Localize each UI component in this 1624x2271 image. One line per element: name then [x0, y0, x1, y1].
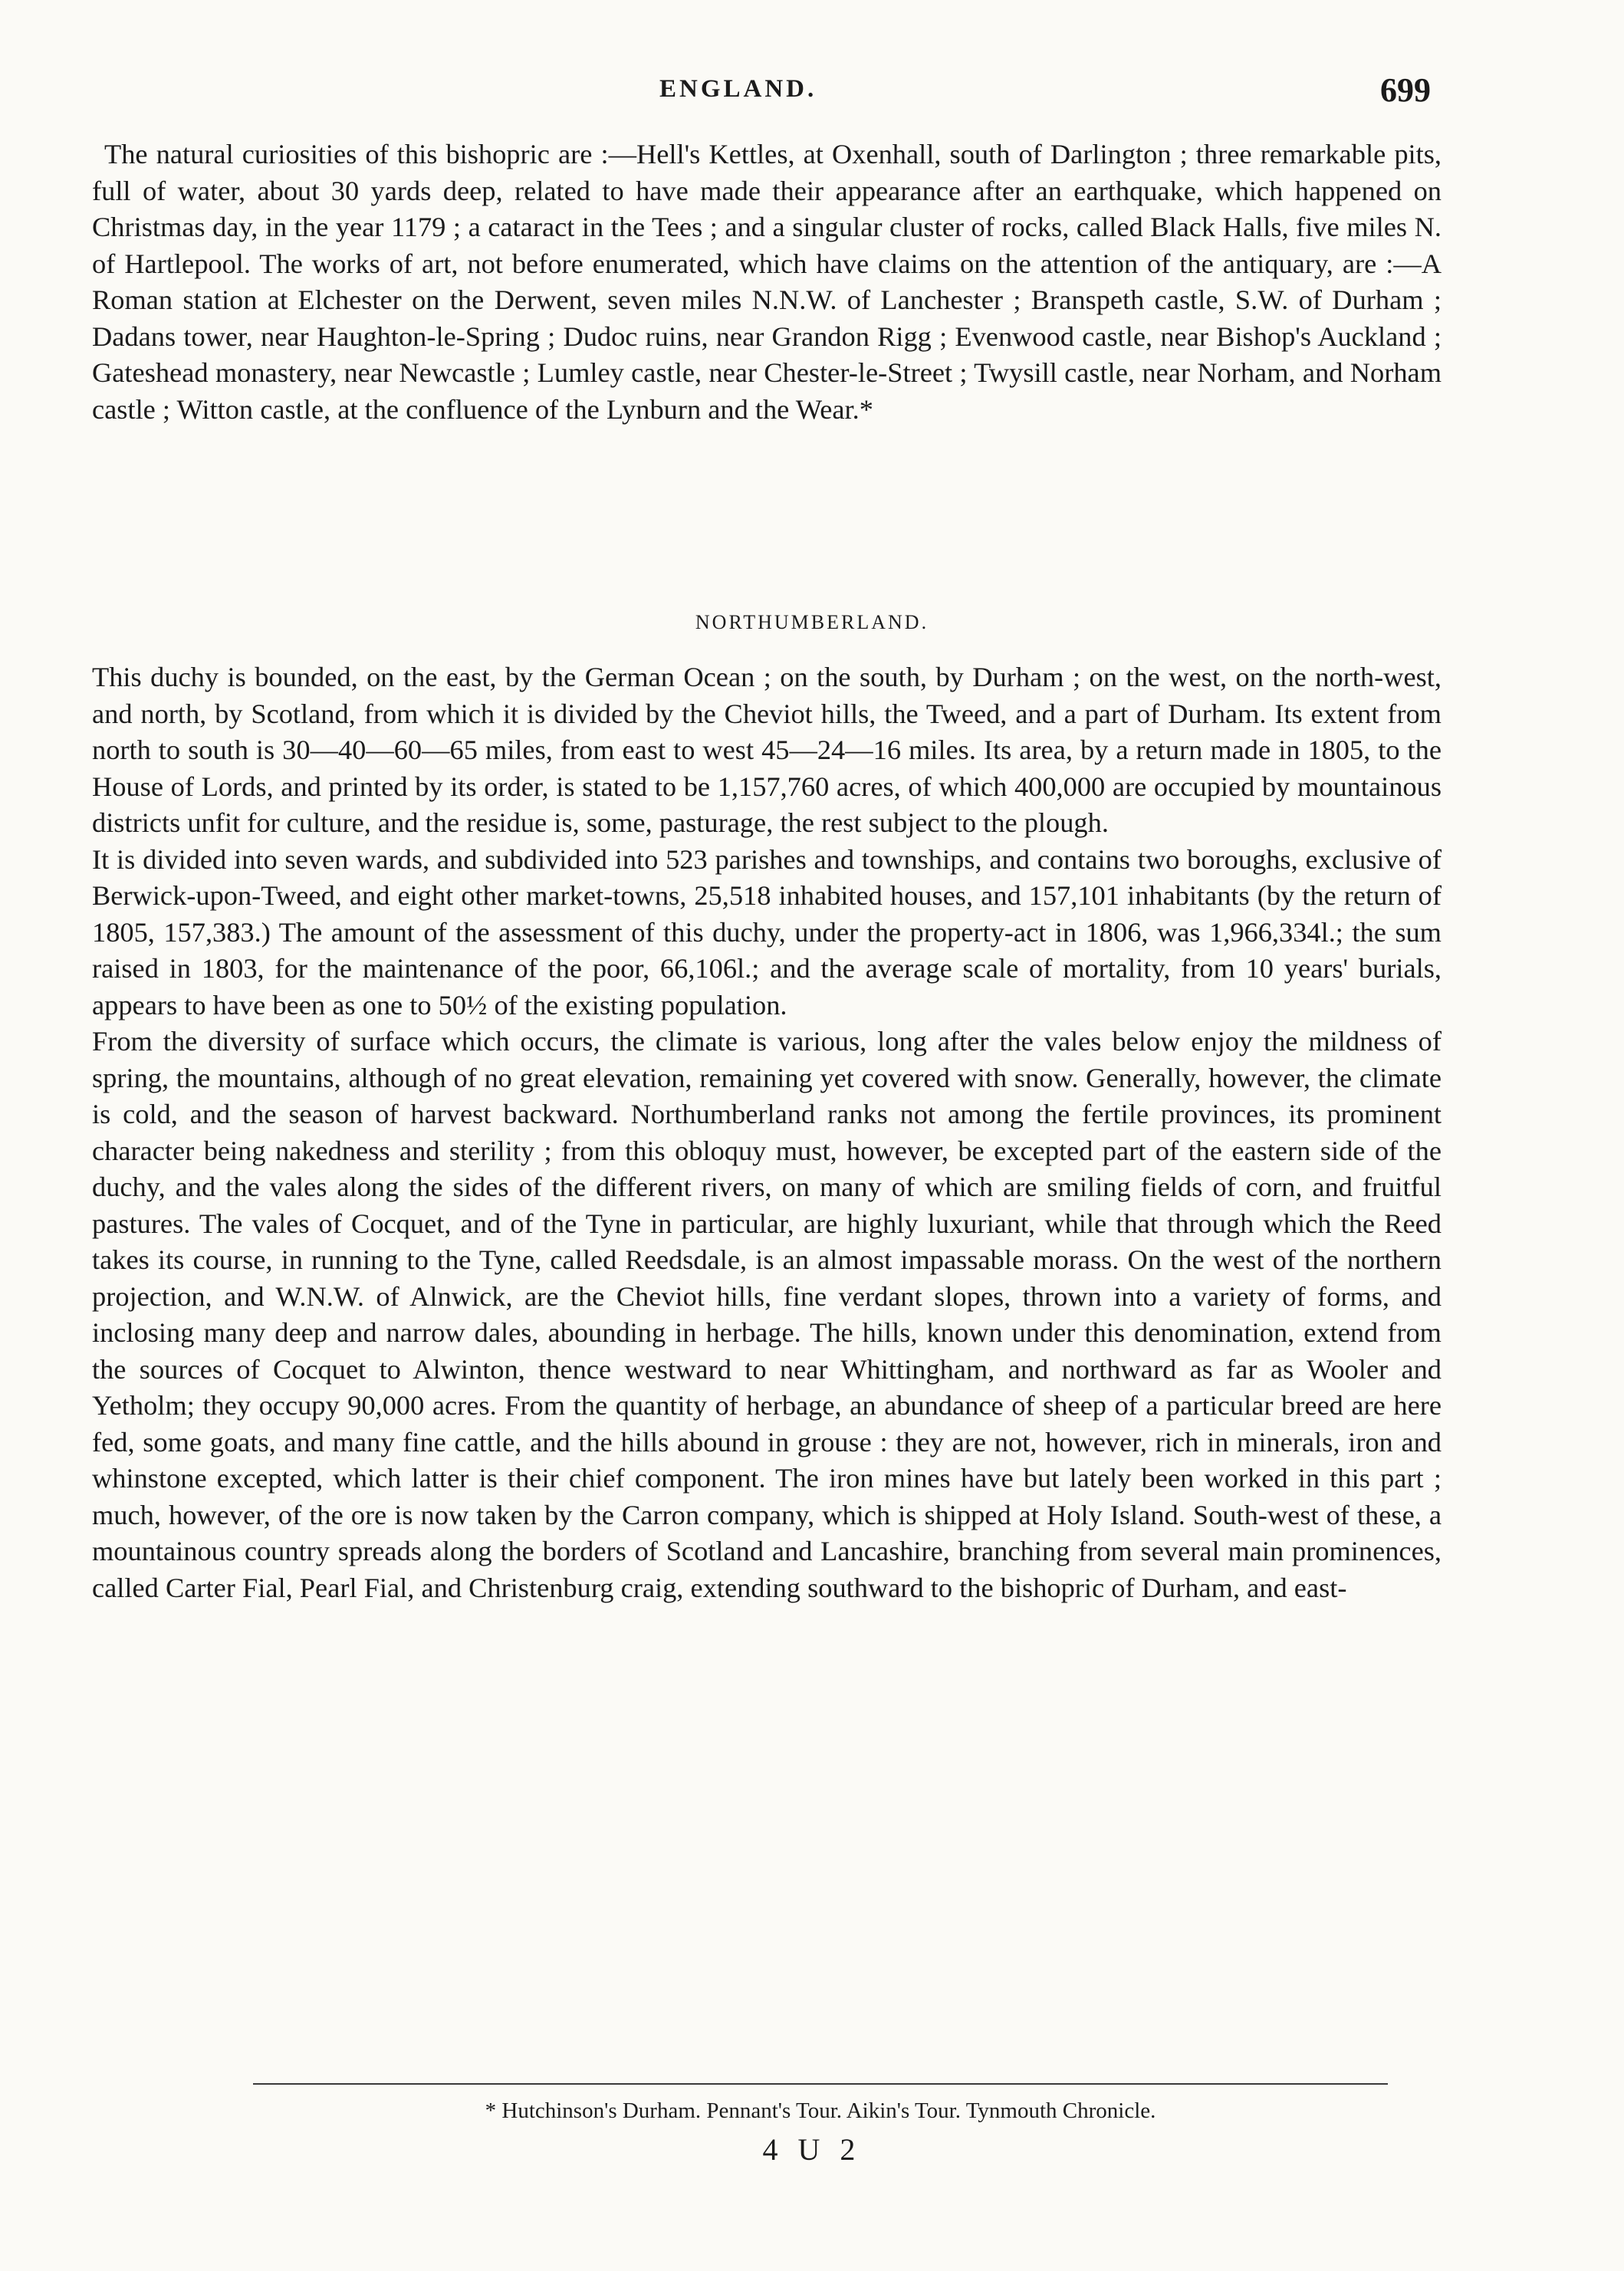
section-heading-northumberland: NORTHUMBERLAND. [695, 611, 929, 633]
paragraph: This duchy is bounded, on the east, by the German Ocean ; on the south, by Durham ; on the west, on the north-west, and north, by Scotland, from which it is divided by the Cheviot hills, the Tweed, and a part of Durham. Its extent from north to south is 30—40—60—65 miles, from east to west 45—24—16 miles. Its area, by a return made in 1805, to the House of Lords, and printed by its order, is stated to be 1,157,760 acres, of which 400,000 are occupied by mountainous districts unfit for culture, and the residue is, some, pasturage, the rest subject to the plough. [92, 662, 1442, 838]
running-title: ENGLAND. [659, 75, 817, 103]
northumberland-text [92, 659, 1442, 1606]
paragraph: From the diversity of surface which occurs, the climate is various, long after the vales below enjoy the mildness of spring, the mountains, although of no great elevation, remaining yet covered with snow. Generally, however, the climate is cold, and the season of harvest backward. Northumberland ranks not among the fertile provinces, its prominent character being nakedness and sterility ; from this obloquy must, however, be excepted part of the eastern side of the duchy, and the vales along the sides of the different rivers, on many of which are smiling fields of corn, and fruitful pastures. The vales of Cocquet, and of the Tyne in particular, are highly luxuriant, while that through which the Reed takes its course, in running to the Tyne, called Reedsdale, is an almost impassable morass. On the west of the northern projection, and W.N.W. of Alnwick, are the Cheviot hills, fine verdant slopes, thrown into a variety of forms, and inclosing many deep and narrow dales, abounding in herbage. The hills, known under this denomination, extend from the sources of Cocquet to Alwinton, thence westward to near Whittingham, and northward as far as Wooler and Yetholm; they occupy 90,000 acres. From the quantity of herbage, an abundance of sheep of a particular breed are here fed, some goats, and many fine cattle, and the hills abound in grouse : they are not, however, rich in minerals, iron and whinstone excepted, which latter is their chief component. The iron mines have but lately been worked in this part ; much, however, of the ore is now taken by the Carron company, which is shipped at Holy Island. South-west of these, a mountainous country spreads along the borders of Scotland and Lancashire, branching from several main prominences, called Carter Fial, Pearl Fial, and Christenburg craig, extending southward to the bishopric of Durham, and east- [92, 1026, 1442, 1603]
signature-mark: 4 U 2 [762, 2132, 862, 2167]
durham-curiosities-text [92, 136, 1442, 428]
paragraph: It is divided into seven wards, and subdivided into 523 parishes and townships, and contains two boroughs, exclusive of Berwick-upon-Tweed, and eight other market-towns, 25,518 inhabited houses, and 157,101 inhabitants (by the return of 1805, 157,383.) The amount of the assessment of this duchy, under the property-act in 1806, was 1,966,334l.; the sum raised in 1803, for the maintenance of the poor, 66,106l.; and the average scale of mortality, from 10 years' burials, appears to have been as one to 50½ of the existing population. [92, 843, 1442, 1020]
page-number: 699 [1380, 71, 1431, 109]
footnote-divider [253, 2083, 1388, 2085]
running-head [0, 71, 1624, 117]
paragraph: The natural curiosities of this bishopric are :—Hell's Kettles, at Oxenhall, south of Darlington ; three remarkable pits, full of water, about 30 yards deep, related to have made their appearance after an earthquake, which happened on Christmas day, in the year 1179 ; a cataract in the Tees ; and a singular cluster of rocks, called Black Halls, five miles N. of Hartlepool. The works of art, not before enumerated, which have claims on the attention of the antiquary, are :—A Roman station at Elchester on the Derwent, seven miles N.N.W. of Lanchester ; Branspeth castle, S.W. of Durham ; Dadans tower, near Haughton-le-Spring ; Dudoc ruins, near Grandon Rigg ; Evenwood castle, near Bishop's Auckland ; Gateshead monastery, near Newcastle ; Lumley castle, near Chester-le-Street ; Twysill castle, near Norham, and Norham castle ; Witton castle, at the confluence of the Lynburn and the Wear.* [92, 139, 1442, 425]
footnote: * Hutchinson's Durham. Pennant's Tour. Aikin's Tour. Tynmouth Chronicle. [485, 2098, 1156, 2123]
